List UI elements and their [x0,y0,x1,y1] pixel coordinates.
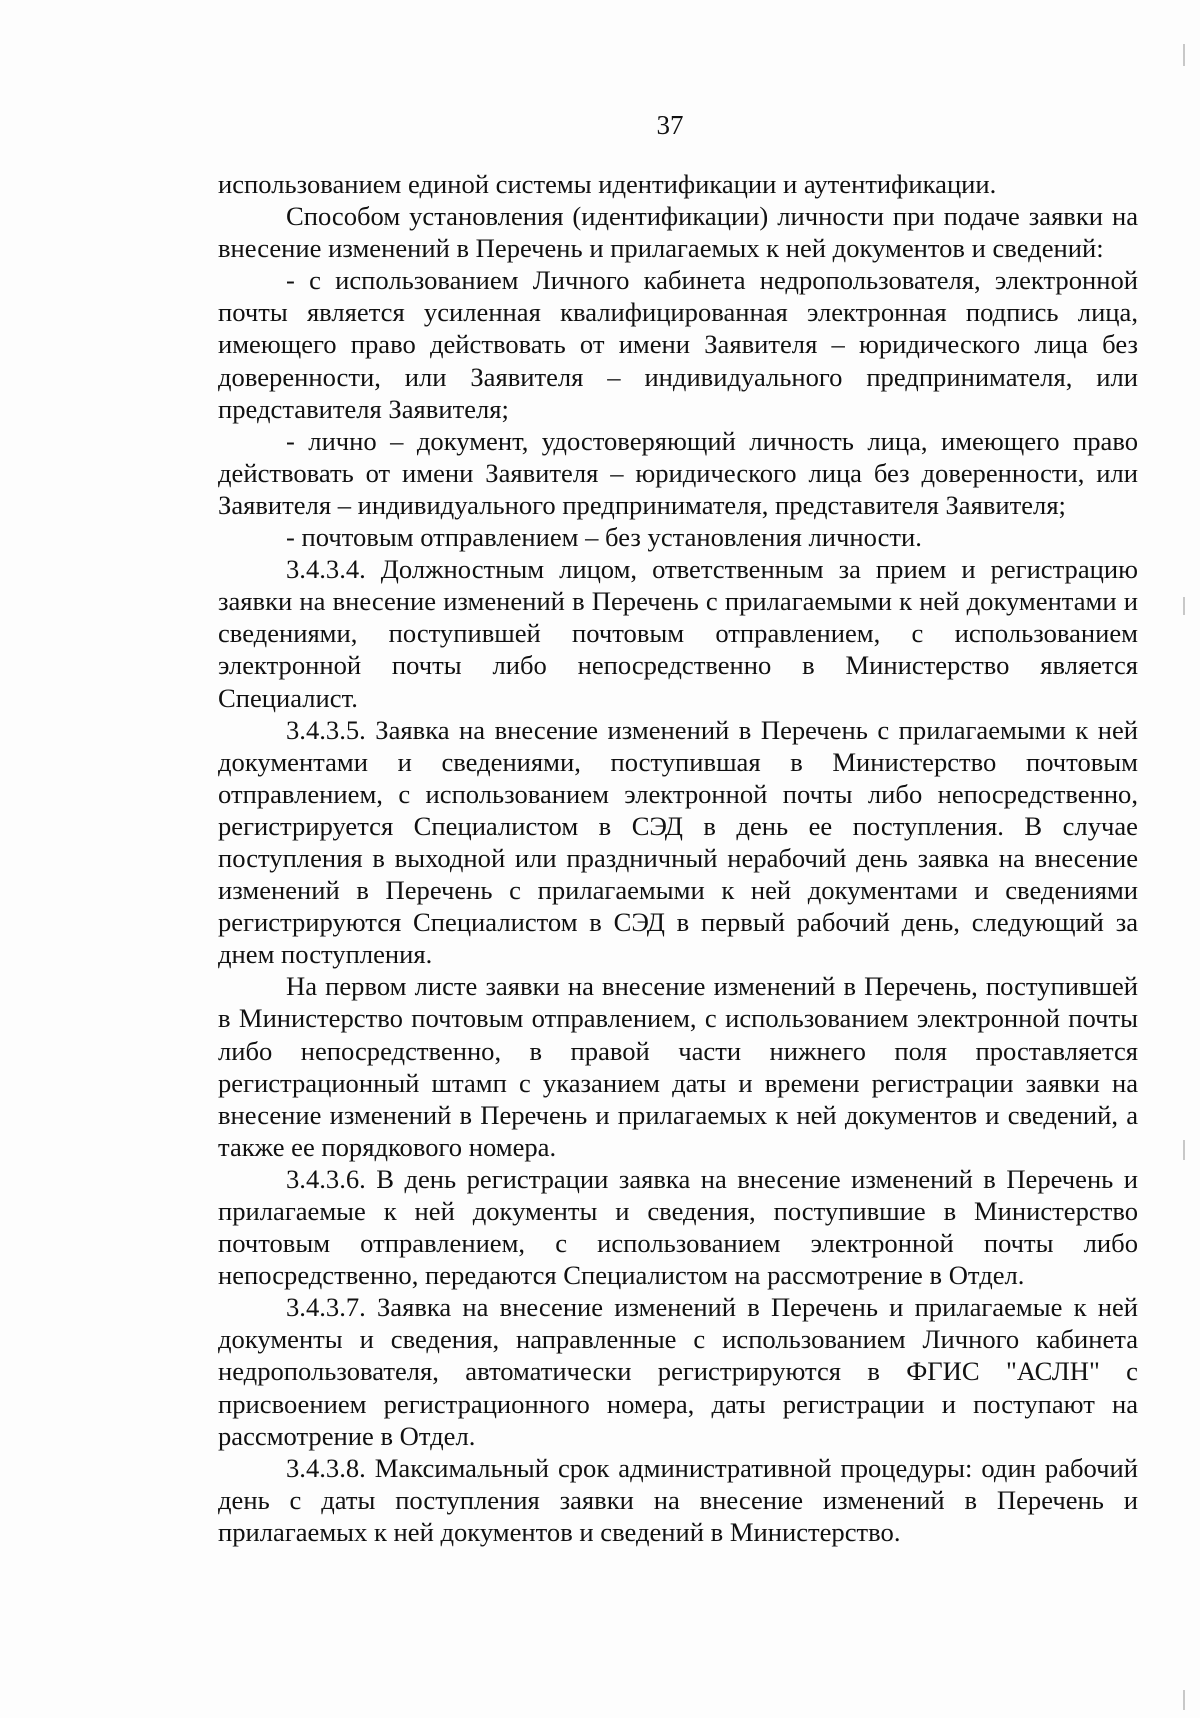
scan-artifact-bottom [1183,1690,1185,1710]
paragraph-3-4-3-4: 3.4.3.4. Должностным лицом, ответственным за прием и регистрацию заявки на внесение изменений в Перечень с прилагаемыми к ней документами и сведениями, поступившей почтовым отправлением, с использованием электронной почты либо непосредственно в Министерство является Специалист. [218,554,1138,713]
page-number: 37 [656,110,684,140]
paragraph-first-sheet: На первом листе заявки на внесение изменений в Перечень, поступившей в Министерство почтовым отправлением, с использованием электронной почты либо непосредственно, в правой части нижнего поля проставляется регистрационный штамп с указанием даты и времени регистрации заявки на внесение изменений в Перечень и прилагаемых к ней документов и сведений, а также ее порядкового номера. [218,971,1138,1162]
paragraph-3-4-3-7: 3.4.3.7. Заявка на внесение изменений в Перечень и прилагаемые к ней документы и сведения, направленные с использованием Личного кабинета недропользователя, автоматически регистрируются в ФГИС "АСЛН" с присвоением регистрационного номера, даты регистрации и поступают на рассмотрение в Отдел. [218,1292,1138,1451]
list-item-in-person: - лично – документ, удостоверяющий личность лица, имеющего право действовать от имени Заявителя – юридического лица без доверенности, или Заявителя – индивидуального предпринимателя, представителя Заявителя; [218,425,1138,520]
paragraph-3-4-3-6: 3.4.3.6. В день регистрации заявка на внесение изменений в Перечень и прилагаемые к ней документы и сведения, поступившие в Министерство почтовым отправлением, с использованием электронной почты либо непосредственно, передаются Специалистом на рассмотрение в Отдел. [218,1163,1138,1291]
document-body [218,168,1138,1548]
list-item-personal-account: - с использованием Личного кабинета недропользователя, электронной почты является усиленная квалифицированная электронная подпись лица, имеющего право действовать от имени Заявителя – юридического лица без доверенности, или Заявителя – индивидуального предпринимателя, или представителя Заявителя; [218,265,1138,424]
scan-artifact-middle [1183,597,1185,615]
paragraph-3-4-3-8: 3.4.3.8. Максимальный срок административной процедуры: один рабочий день с даты поступления заявки на внесение изменений в Перечень и прилагаемых к ней документов и сведений в Министерство. [218,1452,1138,1547]
paragraph-3-4-3-5: 3.4.3.5. Заявка на внесение изменений в Перечень с прилагаемыми к ней документами и сведениями, поступившая в Министерство почтовым отправлением, с использованием электронной почты либо непосредственно, регистрируется Специалистом в СЭД в день ее поступления. В случае поступления в выходной или праздничный нерабочий день заявка на внесение изменений в Перечень с прилагаемыми к ней документами и сведениями регистрируются Специалистом в СЭД в первый рабочий день, следующий за днем поступления. [218,714,1138,970]
paragraph-continuation: использованием единой системы идентификации и аутентификации. [218,169,997,199]
scan-artifact-lower [1183,1140,1185,1160]
paragraph-identification-method: Способом установления (идентификации) личности при подаче заявки на внесение изменений в Перечень и прилагаемых к ней документов и сведений: [218,201,1138,264]
scan-artifact-top [1183,44,1185,66]
list-item-postal: - почтовым отправлением – без установления личности. [286,522,922,553]
